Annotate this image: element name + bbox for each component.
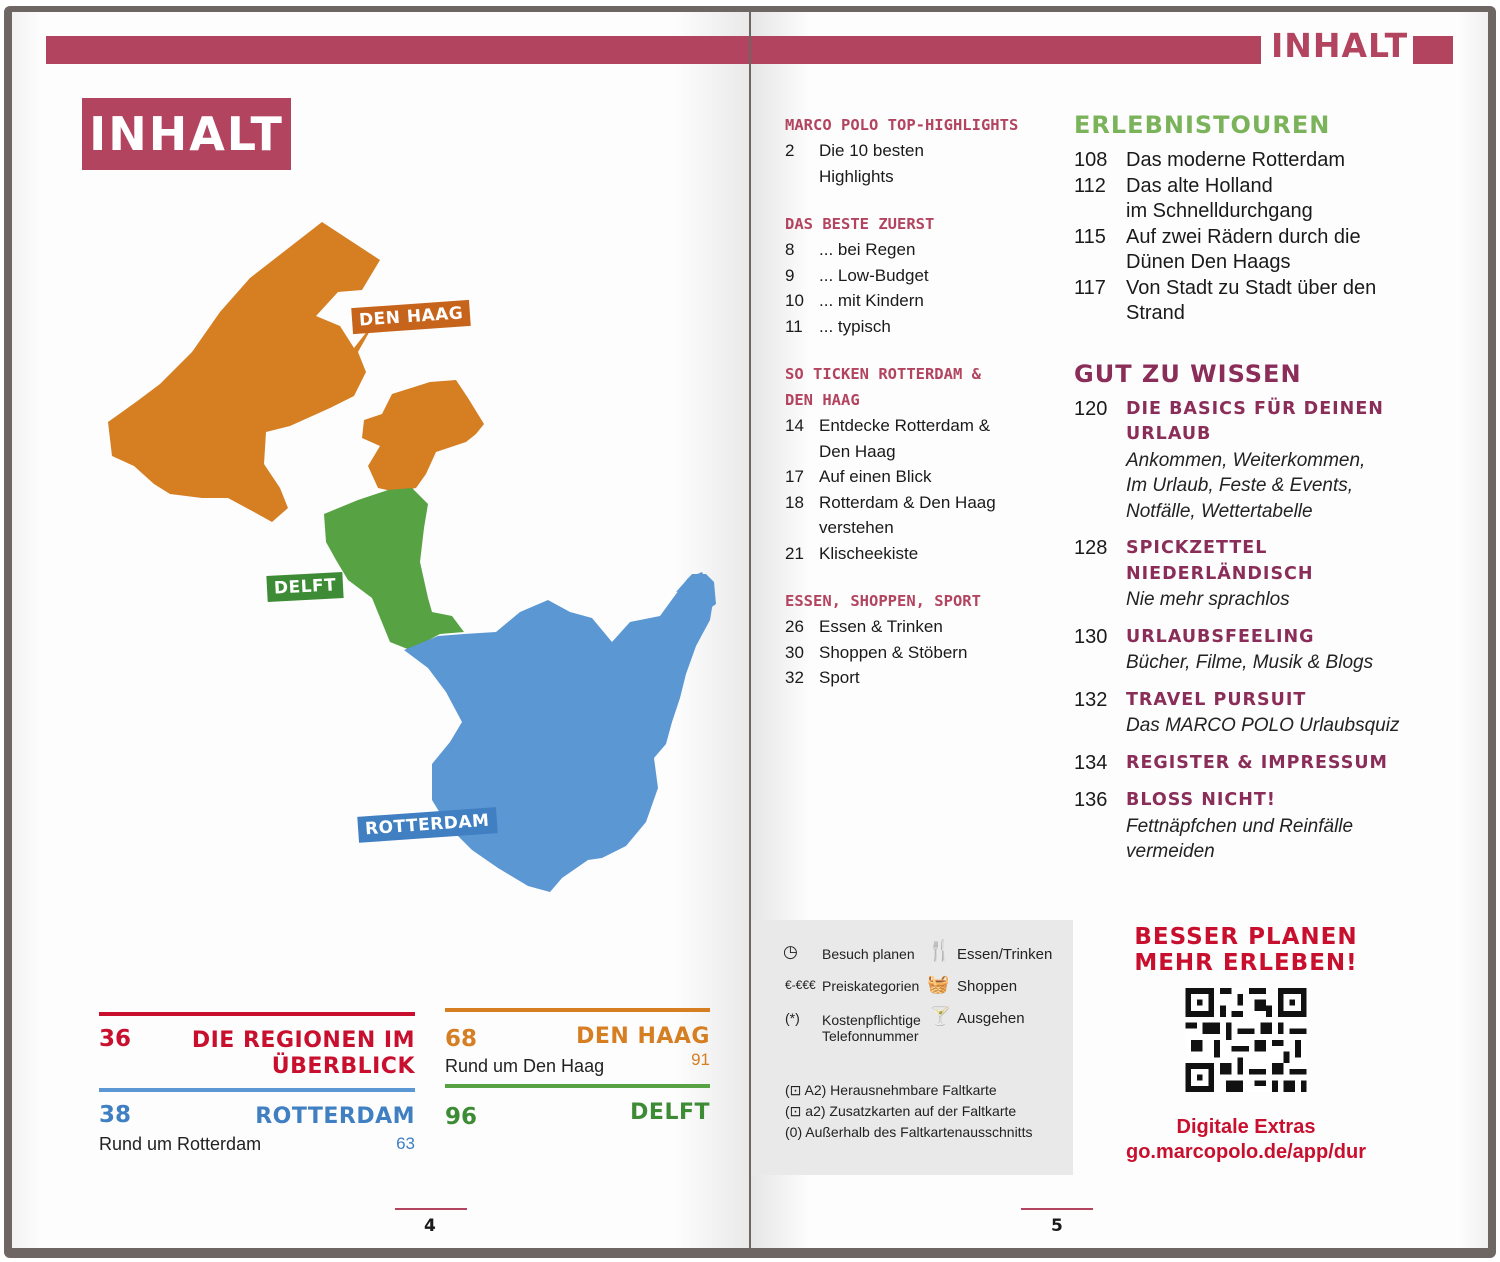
basket-icon: 🧺 xyxy=(927,974,950,994)
clock-icon: ◷ xyxy=(783,942,798,961)
toc-entry[interactable]: 11 ... typisch xyxy=(785,316,891,336)
region-subtitle-page: 91 xyxy=(691,1050,710,1069)
toc-entry[interactable]: 21 Klischeekiste xyxy=(785,543,919,563)
legend-besuch: Besuch planen xyxy=(822,946,915,962)
toc-entry[interactable]: 30 Shoppen & Stöbern xyxy=(785,642,968,662)
page-title: INHALT xyxy=(82,98,291,170)
toc-entry[interactable]: 108 Das moderne Rotterdam xyxy=(1074,149,1345,171)
toc-section-das-beste-zuerst xyxy=(785,211,1055,339)
left-page xyxy=(12,12,749,1248)
header-band xyxy=(46,36,749,64)
section-heading: DAS BESTE ZUERST xyxy=(785,215,935,233)
toc-column-right xyxy=(1074,108,1414,877)
header-title: INHALT xyxy=(1271,26,1409,65)
legend-map-outside: (0) Außerhalb des Faltkartenausschnitts xyxy=(785,1124,1033,1140)
digital-extras-promo xyxy=(1091,924,1401,1165)
legend-price-symbol: €-€€€ xyxy=(785,978,816,992)
toc-entry[interactable]: 132 TRAVEL PURSUIT Das MARCO POLO Urlaubsquiz xyxy=(1074,688,1400,736)
region-subtitle: Rund um Rotterdam xyxy=(99,1134,262,1154)
region-page-number: 96 xyxy=(445,1104,478,1130)
region-entry-den-haag[interactable] xyxy=(445,1008,710,1088)
section-heading: MARCO POLO TOP-HIGHLIGHTS xyxy=(785,116,1019,134)
page-number: 5 xyxy=(1051,1216,1063,1236)
legend-preis: Preiskategorien xyxy=(822,978,920,994)
toc-entry[interactable]: 2 Die 10 besten Highlights xyxy=(785,141,924,186)
region-entry-delft[interactable] xyxy=(445,1084,710,1144)
map-region-den-haag xyxy=(108,222,380,522)
legend-shoppen: Shoppen xyxy=(957,978,1018,995)
section-heading-gut-zu-wissen: GUT ZU WISSEN xyxy=(1074,359,1302,388)
section-heading: SO TICKEN ROTTERDAM & DEN HAAG xyxy=(785,365,981,409)
header-band xyxy=(751,36,1261,64)
toc-column-left xyxy=(785,112,1055,691)
legend-cost-symbol: (*) xyxy=(785,1010,800,1026)
section-heading-erlebnistouren: ERLEBNISTOUREN xyxy=(1074,111,1331,139)
map-region-delft xyxy=(324,488,464,650)
toc-entry[interactable]: 117 Von Stadt zu Stadt über den Strand xyxy=(1074,276,1377,324)
header-band-end xyxy=(1413,36,1453,64)
region-name: DELFT xyxy=(630,1100,710,1125)
toc-entry[interactable]: 128 SPICKZETTEL NIEDERLÄNDISCH Nie mehr sprachlos xyxy=(1074,537,1314,610)
toc-entry[interactable]: 18 Rotterdam & Den Haag verstehen xyxy=(785,492,996,537)
legend-kosten: Kostenpflichtige Telefonnummer xyxy=(822,1012,921,1044)
page-number: 4 xyxy=(424,1216,436,1236)
cocktail-glass-icon: 🍸 xyxy=(929,1006,952,1026)
region-name: DEN HAAG xyxy=(576,1024,710,1049)
toc-section-essen-shoppen-sport xyxy=(785,588,1055,691)
legend-essen: Essen/Trinken xyxy=(957,946,1053,963)
legend-map-extra: (⊡ a2) Zusatzkarten auf der Faltkarte xyxy=(785,1103,1017,1119)
right-page xyxy=(751,12,1488,1248)
region-name: DIE REGIONEN IM ÜBERBLICK xyxy=(191,1028,415,1079)
toc-entry[interactable]: 9 ... Low-Budget xyxy=(785,265,929,285)
toc-section-highlights xyxy=(785,112,1055,189)
map-label-delft: DELFT xyxy=(266,572,344,602)
toc-entry[interactable]: 134 REGISTER & IMPRESSUM xyxy=(1074,751,1388,774)
toc-entry[interactable]: 8 ... bei Regen xyxy=(785,240,916,259)
toc-entry[interactable]: 10 ... mit Kindern xyxy=(785,291,924,310)
toc-entry[interactable]: 115 Auf zwei Rädern durch die Dünen Den Haags xyxy=(1074,225,1361,273)
qr-code-icon[interactable] xyxy=(1185,988,1307,1092)
legend-ausgehen: Ausgehen xyxy=(957,1010,1025,1027)
section-heading: ESSEN, SHOPPEN, SPORT xyxy=(785,592,981,610)
map-label-den-haag: DEN HAAG xyxy=(351,300,471,334)
symbol-legend xyxy=(751,920,1073,1175)
region-page-number: 68 xyxy=(445,1026,478,1052)
region-subtitle-page: 63 xyxy=(396,1134,415,1153)
toc-entry[interactable]: 26 Essen & Trinken xyxy=(785,617,943,636)
toc-entry[interactable]: 17 Auf einen Blick xyxy=(785,467,932,486)
map-label-rotterdam: ROTTERDAM xyxy=(357,807,497,843)
toc-entry[interactable]: 112 Das alte Holland im Schnelldurchgang xyxy=(1074,174,1313,222)
region-page-number: 38 xyxy=(99,1102,132,1128)
region-subtitle: Rund um Den Haag xyxy=(445,1056,605,1076)
fork-knife-icon: 🍴 xyxy=(927,940,952,962)
toc-entry[interactable]: 14 Entdecke Rotterdam & Den Haag xyxy=(785,416,991,461)
promo-extras-label: Digitale Extras xyxy=(1176,1116,1316,1138)
toc-section-so-ticken xyxy=(785,361,1055,566)
toc-entry[interactable]: 130 URLAUBSFEELING Bücher, Filme, Musik & Blogs xyxy=(1074,625,1374,673)
page-number-rule xyxy=(395,1208,467,1210)
promo-url-link[interactable]: go.marcopolo.de/app/dur xyxy=(1125,1141,1366,1163)
region-entry-overview[interactable] xyxy=(99,1012,415,1092)
promo-heading: BESSER PLANEN MEHR ERLEBEN! xyxy=(1134,924,1358,976)
toc-entry[interactable]: 136 BLOSS NICHT! Fettnäpfchen und Reinfälle vermeiden xyxy=(1074,789,1354,862)
legend-map-removable: (⊡ A2) Herausnehmbare Faltkarte xyxy=(785,1082,997,1098)
toc-entry[interactable]: 32 Sport xyxy=(785,668,860,687)
region-name: ROTTERDAM xyxy=(255,1104,415,1129)
region-entry-rotterdam[interactable] xyxy=(99,1088,415,1168)
page-number-rule xyxy=(1021,1208,1093,1210)
region-page-number: 36 xyxy=(99,1026,132,1052)
toc-entry[interactable]: 120 DIE BASICS FÜR DEINEN URLAUB Ankommen, Weiterkommen, Im Urlaub, Feste & Events, Notfälle, Wettertabelle xyxy=(1074,397,1384,522)
map-region-den-haag-east xyxy=(362,380,484,492)
